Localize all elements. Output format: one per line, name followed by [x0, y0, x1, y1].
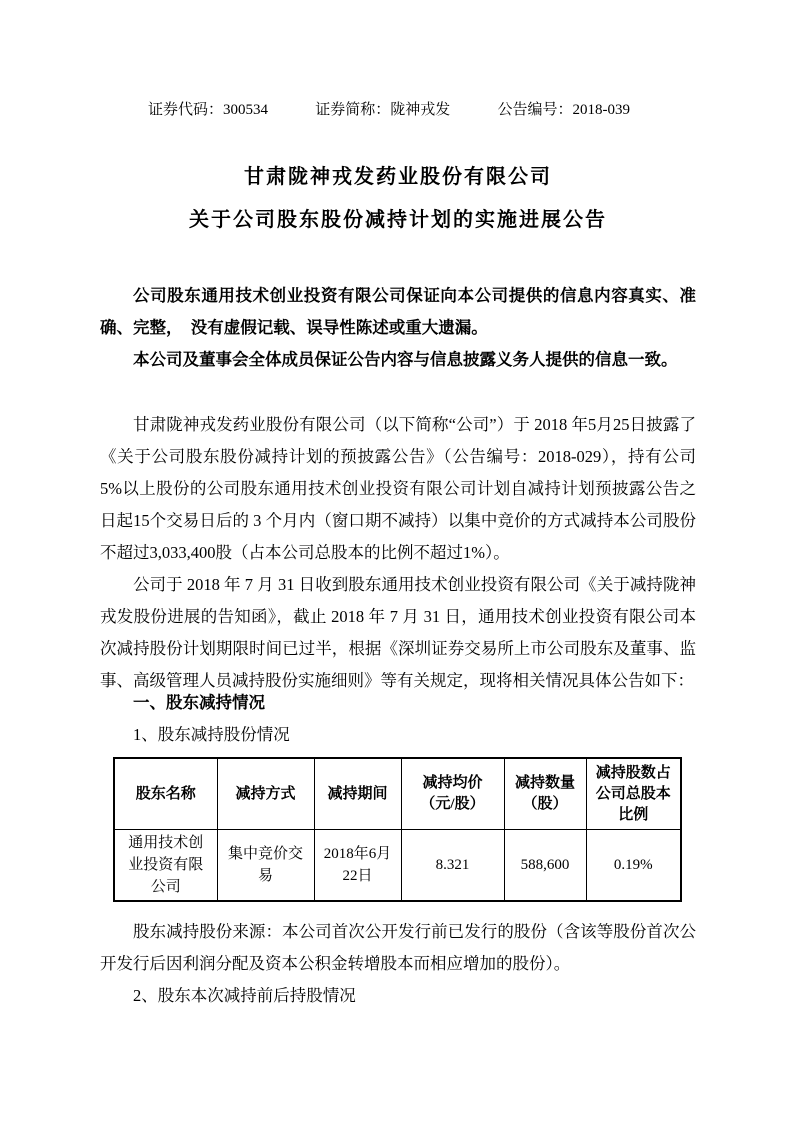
body-paragraph-1: 甘肃陇神戎发药业股份有限公司（以下简称“公司”）于 2018 年5月25日披露了《关于公司股东股份减持计划的预披露公告》（公告编号：2018-029），持有公司5%以上股份的公司股东通用技术创业投资有限公司计划自减持计划预披露公告之日起15个交易日后的 3 个月内（窗口期不减持）以集中竞价的方式减持本公司股份不超过3,033,400股（占本公司总股本的比例不超过1%）。 — [100, 415, 696, 562]
body-paragraph-2: 公司于 2018 年 7 月 31 日收到股东通用技术创业投资有限公司《关于减持陇神戎发股份进展的告知函》，截止 2018 年 7 月 31 日，通用技术创业投资有限公司本次减持股份计划期限时间已过半，根据《深圳证券交易所上市公司股东及董事、监事、高级管理人员减持股份实施细则》等有关规定，现将相关情况具体公告如下： — [100, 575, 696, 690]
share-source-paragraph: 股东减持股份来源：本公司首次公开发行前已发行的股份（含该等股份首次公开发行后因利润分配及资本公积金转增股本而相应增加的股份）。 — [100, 922, 696, 973]
document-header — [148, 100, 630, 120]
col-header-shareholder-name: 股东名称 — [114, 758, 217, 830]
cell-shares-reduced: 588,600 — [504, 830, 586, 902]
stock-code: 证券代码：300534 — [148, 102, 269, 118]
table-row — [114, 830, 681, 902]
statement-paragraph-1: 公司股东通用技术创业投资有限公司保证向本公司提供的信息内容真实、准确、完整， 没有虚假记载、误导性陈述或重大遗漏。 — [100, 286, 696, 337]
cell-percentage: 0.19% — [586, 830, 681, 902]
col-header-reduction-method: 减持方式 — [217, 758, 314, 830]
cell-shareholder-name: 通用技术创业投资有限公司 — [114, 830, 217, 902]
company-name-title: 甘肃陇神戎发药业股份有限公司 — [244, 166, 552, 188]
announcement-number: 公告编号：2018-039 — [497, 102, 630, 118]
col-header-reduction-period: 减持期间 — [314, 758, 401, 830]
col-header-percentage: 减持股数占 公司总股本 比例 — [586, 758, 681, 830]
information-guarantee-statement — [100, 280, 696, 376]
subsection-1-heading: 1、股东减持股份情况 — [133, 725, 290, 744]
cell-reduction-period: 2018年6月22日 — [314, 830, 401, 902]
subsection-2-heading: 2、股东本次减持前后持股情况 — [133, 986, 356, 1005]
announcement-title: 关于公司股东股份减持计划的实施进展公告 — [189, 209, 607, 231]
cell-reduction-method: 集中竞价交易 — [217, 830, 314, 902]
section-1-heading: 一、股东减持情况 — [133, 693, 265, 712]
statement-paragraph-2: 本公司及董事会全体成员保证公告内容与信息披露义务人提供的信息一致。 — [133, 350, 678, 369]
col-header-quantity: 减持数量 （股） — [504, 758, 586, 830]
col-header-average-price: 减持均价 （元/股） — [401, 758, 504, 830]
share-reduction-table — [113, 757, 682, 902]
cell-average-price: 8.321 — [401, 830, 504, 902]
stock-abbreviation: 证券简称：陇神戎发 — [315, 102, 451, 118]
table-header-row — [114, 758, 681, 830]
